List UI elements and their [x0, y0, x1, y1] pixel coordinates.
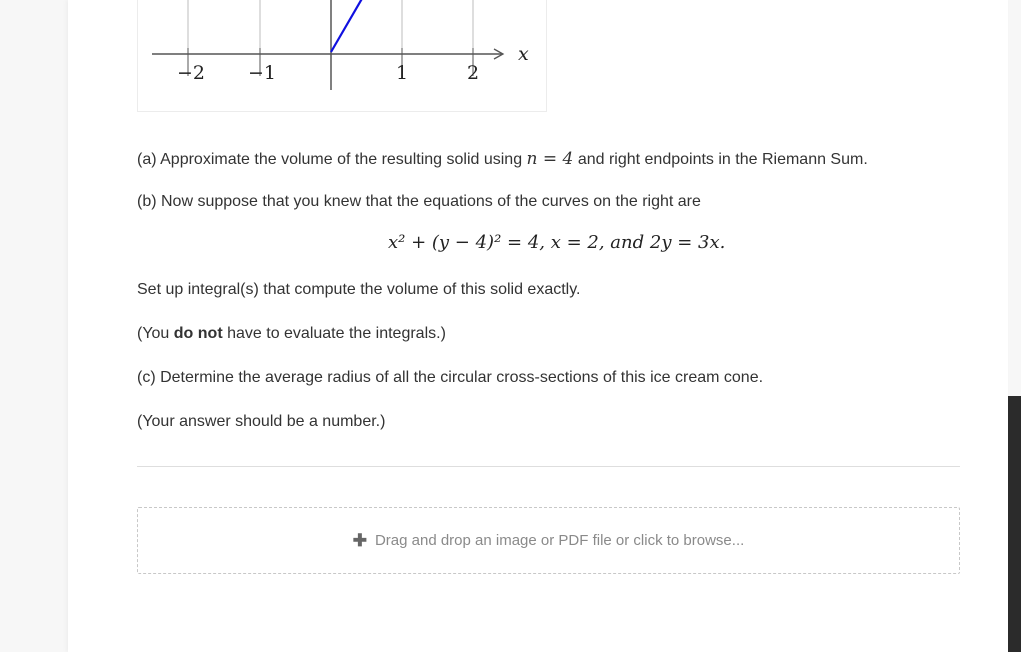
question-b-equation: x² + (y − 4)² = 4, x = 2, and 2y = 3x.	[388, 232, 726, 253]
plus-icon: ✚	[352, 530, 367, 550]
file-upload-dropzone[interactable]	[137, 507, 960, 574]
graph-figure	[137, 0, 547, 112]
note-suffix: have to evaluate the integrals.)	[222, 325, 446, 342]
divider	[137, 466, 960, 467]
question-a-math: n = 4	[526, 149, 574, 169]
question-c: (c) Determine the average radius of all the circular cross-sections of this ice cream cone.	[137, 369, 764, 386]
x-tick-label: 1	[396, 62, 409, 84]
graph-svg	[138, 0, 546, 111]
question-a-suffix: and right endpoints in the Riemann Sum.	[573, 151, 868, 168]
note-bold: do not	[173, 325, 223, 342]
question-a	[137, 149, 868, 169]
question-b-note	[137, 325, 446, 343]
question-b: (b) Now suppose that you knew that the equations of the curves on the right are	[137, 193, 701, 210]
curve-line	[331, 0, 367, 52]
question-b-setup: Set up integral(s) that compute the volume of this solid exactly.	[137, 281, 581, 298]
question-c-note: (Your answer should be a number.)	[137, 413, 386, 430]
x-tick-label: −1	[248, 62, 277, 84]
x-axis-label: x	[518, 43, 529, 65]
question-a-prefix: (a) Approximate the volume of the resulting solid using	[137, 151, 527, 168]
note-prefix: (You	[137, 325, 174, 342]
scrollbar-thumb[interactable]	[1008, 396, 1021, 652]
upload-label: Drag and drop an image or PDF file or click to browse...	[374, 532, 745, 549]
x-tick-label: −2	[177, 62, 206, 84]
x-tick-label: 2	[467, 62, 480, 84]
